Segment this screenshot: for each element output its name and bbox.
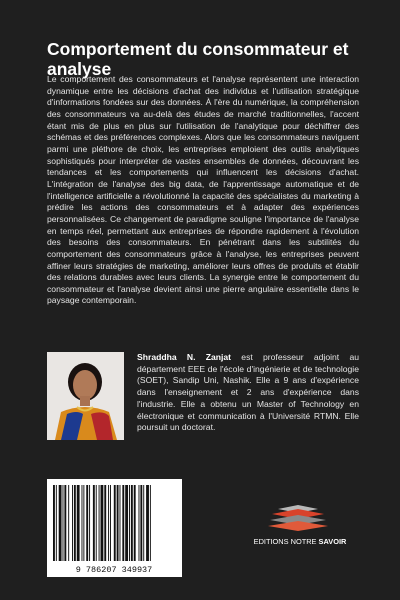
barcode-bar — [110, 485, 111, 561]
barcode-digits: 9 786207 349937 — [75, 565, 153, 575]
isbn-barcode — [47, 479, 182, 577]
barcode-bar — [56, 485, 57, 561]
author-bio — [137, 352, 359, 434]
author-name: Shraddha N. Zanjat — [137, 352, 232, 362]
barcode-bar — [143, 485, 144, 561]
barcode-bar — [99, 485, 100, 561]
barcode-bar — [96, 485, 97, 561]
barcode-bar — [140, 485, 142, 561]
barcode-bar — [53, 485, 55, 561]
book-title: Comportement du consommateur et analyse — [47, 38, 349, 79]
barcode-bar — [131, 485, 133, 561]
author-bio-text: est professeur adjoint au département EEE de l'école d'ingénierie et de technologie (SOET), Sandip Uni, Nashik. Elle a 9 ans d'expérience dans l'enseignement et 2 ans d'expérience dans l'industrie. Elle a obtenu un Master of Technology en électronique et communication à l'Université RTMN. Elle poursuit un doctorat. — [137, 352, 360, 433]
barcode-bar — [68, 485, 69, 561]
barcode-bar — [74, 485, 76, 561]
barcode-bar — [104, 485, 106, 561]
barcode-bar — [93, 485, 95, 561]
barcode-bar — [83, 485, 84, 561]
barcode-graphic — [47, 479, 182, 577]
publisher-name — [252, 537, 348, 546]
publisher-logo — [258, 505, 338, 555]
barcode-bar — [108, 485, 109, 561]
barcode-bar — [129, 485, 130, 561]
book-stack-icon — [258, 505, 338, 537]
barcode-bar — [134, 485, 136, 561]
barcode-bar — [150, 485, 151, 561]
publisher-name-regular: EDITIONS NOTRE — [253, 537, 319, 546]
barcode-bar — [139, 485, 140, 561]
barcode-bar — [86, 485, 88, 561]
barcode-bar — [101, 485, 104, 561]
barcode-bar — [125, 485, 128, 561]
barcode-bar — [117, 485, 119, 561]
barcode-bar — [77, 485, 80, 561]
barcode-bar — [89, 485, 90, 561]
barcode-bar — [63, 485, 64, 561]
author-portrait-image — [47, 352, 124, 440]
book-description: Le comportement des consommateurs et l'analyse représentent une interaction dynamique entre les décisions d'achat des individus et l'utilisation stratégique d'informations fondées sur des données. À l'ère du numérique, la compréhension des consommateurs va au-delà des études de marché traditionnelles, l'accent étant mis de plus en plus sur l'utilisation de l'analytique pour déchiffrer des schémas et des préférences complexes. Alors que les consommateurs naviguent parmi une pléthore de choix, les entreprises emploient des outils analytiques sophistiqués pour interpréter de vastes ensembles de données, découvrant les tendances et les comportements qui influencent les décisions d'achat. L'intégration de l'analyse des big data, de l'apprentissage automatique et de l'intelligence artificielle a révolutionné la capacité des spécialistes du marketing à prédire les actions des consommateurs et à adapter des expériences personnalisées. Ce changement de paradigme souligne l'importance de l'analyse en temps réel, permettant aux entreprises de répondre rapidement à l'évolution des besoins des consommateurs. En pénétrant dans les subtilités du comportement des consommateurs grâce à l'analyse, les entreprises peuvent affiner leurs stratégies de marketing, améliorer leurs offres de produits et établir des relations durables avec leurs clients. La synergie entre le comportement du consommateur et l'analyse devient ainsi une pierre angulaire essentielle dans le paysage contemporain. — [47, 74, 359, 306]
barcode-bar — [122, 485, 124, 561]
publisher-name-bold: SAVOIR — [318, 537, 347, 546]
barcode-bar — [59, 485, 62, 561]
barcode-bar — [72, 485, 73, 561]
barcode-bar — [82, 485, 83, 561]
barcode-bar — [146, 485, 149, 561]
barcode-bar — [120, 485, 121, 561]
barcode-bar — [64, 485, 66, 561]
author-photo — [47, 352, 124, 440]
barcode-bar — [114, 485, 116, 561]
